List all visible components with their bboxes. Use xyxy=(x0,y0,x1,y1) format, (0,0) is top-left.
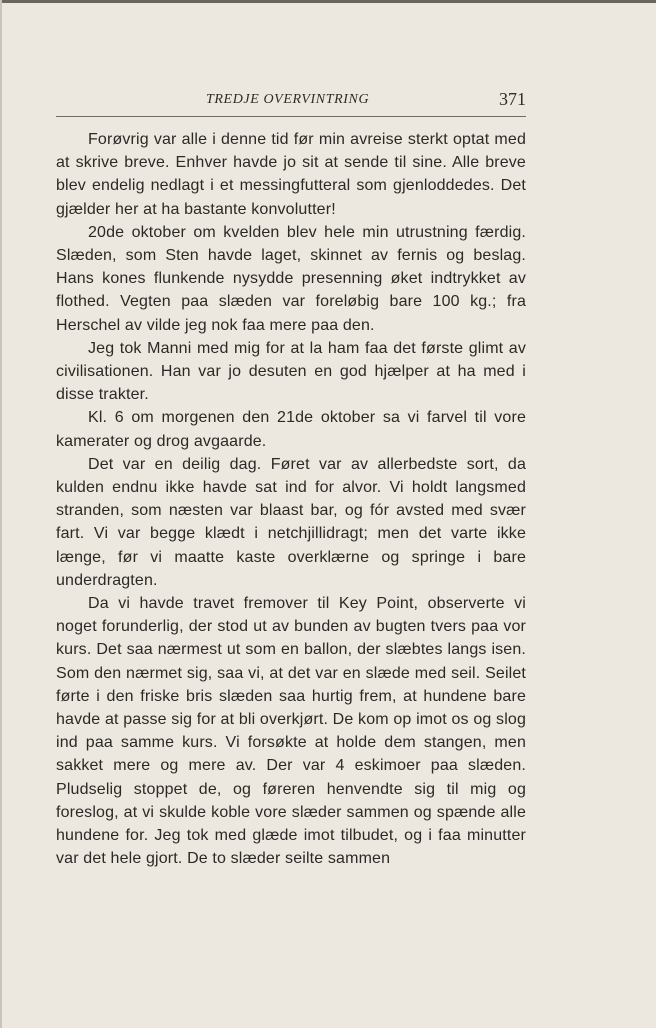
paragraph: Da vi havde travet fremover til Key Point, observerte vi noget forunderlig, der stod ut av bunden av bugten tvers paa vor kurs. Det saa nærmest ut som en ballon, der slæbtes langs isen. Som den nærmet sig, saa vi, at det var en slæde med seil. Seilet førte i den friske bris slæden saa hurtig frem, at hundene bare havde at passe sig for at bli overkjørt. De kom op imot os og slog ind paa samme kurs. Vi forsøkte at holde dem stangen, men sakket mere og mere av. Der var 4 eskimoer paa slæden. Pludselig stoppet de, og føreren henvendte sig til mig og foreslog, at vi skulde koble vore slæder sammen og spænde alle hundene for. Jeg tok med glæde imot tilbudet, og i faa minutter var det hele gjort. De to slæder seilte sammen xyxy=(56,595,526,868)
body-text xyxy=(56,128,526,871)
paragraph: Kl. 6 om morgenen den 21de oktober sa vi farvel til vore kamerater og drog avgaarde. xyxy=(56,409,526,450)
running-head xyxy=(56,89,526,114)
paragraph: Jeg tok Manni med mig for at la ham faa det første glimt av civilisationen. Han var jo desuten en god hjælper at ha med i disse trakter. xyxy=(56,339,526,404)
running-title: TREDJE OVERVINTRING xyxy=(206,92,370,107)
paragraph: 20de oktober om kvelden blev hele min utrustning færdig. Slæden, som Sten havde laget, skinnet av fernis og beslag. Hans kones flunkende nysydde presenning øket indtrykket av flothed. Vegten paa slæden var foreløbig bare 100 kg.; fra Herschel av vilde jeg nok faa mere paa den. xyxy=(56,223,526,334)
header-rule xyxy=(56,116,526,117)
paragraph: Forøvrig var alle i denne tid før min avreise sterkt optat med at skrive breve. Enhver havde jo sit at sende til sine. Alle breve blev endelig nedlagt i et messingfutteral som gjenloddedes. Det gjælder her at ha bastante konvolutter! xyxy=(56,131,526,218)
scan-top-edge xyxy=(0,0,656,3)
scan-left-edge xyxy=(0,0,2,1028)
paragraph: Det var en deilig dag. Føret var av allerbedste sort, da kulden endnu ikke havde sat ind for alvor. Vi holdt langsmed stranden, som næsten var blaast bar, og fór avsted med svær fart. Vi var begge klædt i netchjillidragt; men det varte ikke længe, før vi maatte kaste overklærne og springe i bare underdragten. xyxy=(56,455,526,589)
page-number: 371 xyxy=(499,89,526,109)
